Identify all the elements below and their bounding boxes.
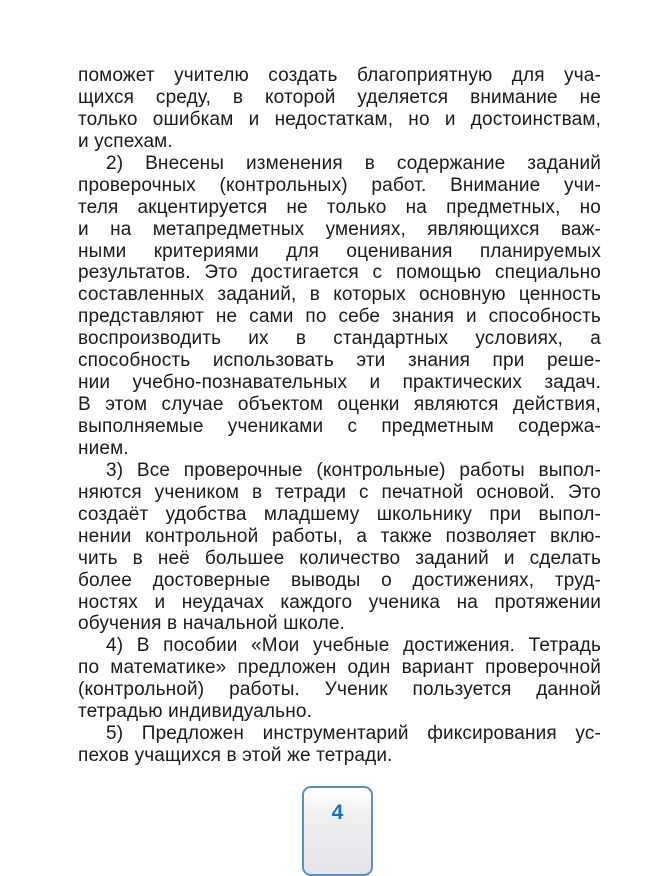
text-line: представляют не сами по себе знания и способность: [78, 306, 601, 328]
text-line: няются учеником в тетради с печатной основой. Это: [78, 481, 601, 503]
text-line: 4) В пособии «Мои учебные достижения. Тетрадь: [106, 635, 601, 657]
text-line: способность использовать эти знания при реше-: [78, 350, 601, 372]
paragraph-1: [78, 65, 601, 153]
text-line: пехов учащихся в этой же тетради.: [78, 745, 393, 767]
text-line: составленных заданий, в которых основную ценность: [78, 284, 601, 306]
text-line: обучения в начальной школе.: [78, 613, 345, 635]
text-line: только ошибкам и недостаткам, но и достоинствам,: [78, 108, 601, 130]
text-line: поможет учителю создать благоприятную для уча-: [78, 65, 601, 86]
text-line: ными критериями для оценивания планируемых: [78, 240, 601, 262]
text-line: 3) Все проверочные (контрольные) работы выпол-: [106, 459, 601, 481]
text-line: ностях и неудачах каждого ученика на протяжении: [78, 591, 601, 613]
text-line: тетрадью индивидуально.: [78, 701, 313, 723]
text-line: выполняемые учениками с предметным содержа-: [78, 416, 601, 437]
text-line: 5) Предложен инструментарий фиксирования ус-: [106, 723, 601, 745]
paragraph-5: [78, 723, 601, 767]
page-number: 4: [331, 801, 344, 824]
text-line: (контрольной) работы. Ученик пользуется данной: [78, 679, 601, 701]
text-line: и успехам.: [78, 130, 173, 152]
page-body: [78, 65, 601, 767]
text-line: нием.: [78, 437, 129, 459]
text-line: воспроизводить их в стандартных условиях, а: [78, 328, 601, 350]
text-line: более достоверные выводы о достижениях, труд-: [78, 569, 601, 591]
text-line: создаёт удобства младшему школьнику при выпол-: [78, 503, 601, 525]
paragraph-4: [78, 635, 601, 723]
text-line: 2) Внесены изменения в содержание заданий: [106, 152, 601, 174]
text-line: чить в неё большее количество заданий и сделать: [78, 547, 601, 569]
paragraph-2: [78, 153, 601, 460]
page-number-badge: [302, 786, 373, 876]
paragraph-3: [78, 460, 601, 636]
text-line: нении контрольной работы, а также позволяет вклю-: [78, 525, 601, 547]
text-line: по математике» предложен один вариант проверочной: [78, 657, 601, 679]
text-line: нии учебно-познавательных и практических задач.: [78, 372, 601, 394]
text-line: и на метапредметных умениях, являющихся важ-: [78, 218, 601, 240]
text-line: В этом случае объектом оценки являются действия,: [78, 394, 601, 416]
text-line: щихся среду, в которой уделяется внимание не: [78, 86, 601, 108]
text-line: теля акцентируется не только на предметных, но: [78, 196, 601, 218]
text-line: проверочных (контрольных) работ. Внимание учи-: [78, 174, 601, 196]
text-line: результатов. Это достигается с помощью специально: [78, 262, 601, 284]
